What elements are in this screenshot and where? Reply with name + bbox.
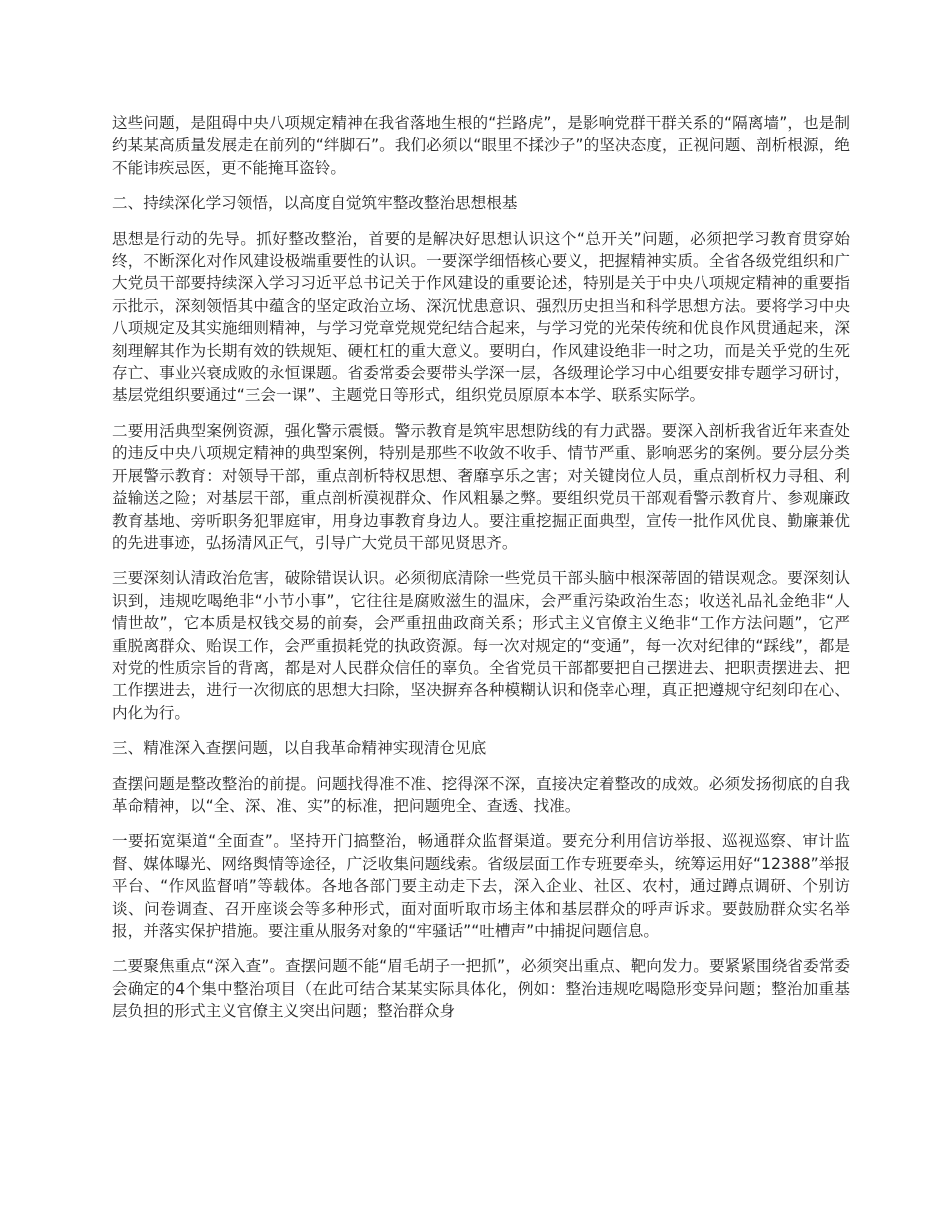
paragraph-study-intro: 思想是行动的先导。抓好整改整治，首要的是解决好思想认识这个“总开关”问题，必须把学习教育贯穿始终，不断深化对作风建设极端重要性的认识。一要深学细悟核心要义，把握精神实质。全省各级党组织和广大党员干部要持续深入学习习近平总书记关于作风建设的重要论述，特别是关于中央八项规定精神的重要指示批示，深刻领悟其中蕴含的坚定政治立场、深沉忧患意识、强烈历史担当和科学思想方法。要将学习中央八项规定及其实施细则精神，与学习党章党规党纪结合起来，与学习党的光荣传统和优良作风贯通起来，深刻理解其作为长期有效的铁规矩、硬杠杠的重大意义。要明白，作风建设绝非一时之功，而是关乎党的生死存亡、事业兴衰成败的永恒课题。省委常委会要带头学深一层，各级理论学习中心组要安排专题学习研讨，基层党组织要通过“三会一课”、主题党日等形式，组织党员原原本本学、联系实际学。 [112, 229, 850, 405]
document-body [112, 112, 850, 1036]
section-heading-2: 二、持续深化学习领悟，以高度自觉筑牢整改整治思想根基 [112, 194, 518, 213]
paragraph-find-problems-intro: 查摆问题是整改整治的前提。问题找得准不准、挖得深不深，直接决定着整改的成效。必须发扬彻底的自我革命精神，以“全、深、准、实”的标准，把问题兜全、查透、找准。 [112, 774, 850, 815]
paragraph-problems-summary: 这些问题，是阻碍中央八项规定精神在我省落地生根的“拦路虎”，是影响党群干群关系的“隔离墙”，也是制约某某高质量发展走在前列的“绊脚石”。我们必须以“眼里不揉沙子”的坚决态度，正视问题、剖析根源，绝不能讳疾忌医，更不能掩耳盗铃。 [112, 114, 850, 177]
paragraph-political-harm: 三要深刻认清政治危害，破除错误认识。必须彻底清除一些党员干部头脑中根深蒂固的错误观念。要深刻认识到，违规吃喝绝非“小节小事”，它往往是腐败滋生的温床，会严重污染政治生态；收送礼品礼金绝非“人情世故”，它本质是权钱交易的前奏，会严重扭曲政商关系；形式主义官僚主义绝非“工作方法问题”，它严重脱离群众、贻误工作，会严重损耗党的执政资源。每一次对规定的“变通”，每一次对纪律的“踩线”，都是对党的性质宗旨的背离，都是对人民群众信任的辜负。全省党员干部都要把自己摆进去、把职责摆进去、把工作摆进去，进行一次彻底的思想大扫除，坚决摒弃各种模糊认识和侥幸心理，真正把遵规守纪刻印在心、内化为行。 [112, 569, 850, 722]
paragraph-warning-education: 二要用活典型案例资源，强化警示震慑。警示教育是筑牢思想防线的有力武器。要深入剖析我省近年来查处的违反中央八项规定精神的典型案例，特别是那些不收敛不收手、情节严重、影响恶劣的案例。要分层分类开展警示教育：对领导干部，重点剖析特权思想、奢靡享乐之害；对关键岗位人员，重点剖析权力寻租、利益输送之险；对基层干部，重点剖析漠视群众、作风粗暴之弊。要组织党员干部观看警示教育片、参观廉政教育基地、旁听职务犯罪庭审，用身边事教育身边人。要注重挖掘正面典型，宣传一批作风优良、勤廉兼优的先进事迹，弘扬清风正气，引导广大党员干部见贤思齐。 [112, 421, 850, 552]
section-heading-3: 三、精准深入查摆问题，以自我革命精神实现清仓见底 [112, 739, 487, 758]
paragraph-comprehensive-check: 一要拓宽渠道“全面查”。坚持开门搞整治，畅通群众监督渠道。要充分利用信访举报、巡视巡察、审计监督、媒体曝光、网络舆情等途径，广泛收集问题线索。省级层面工作专班要牵头，统筹运用好“12388”举报平台、“作风监督哨”等载体。各地各部门要主动走下去，深入企业、社区、农村，通过蹲点调研、个别访谈、问卷调查、召开座谈会等多种形式，面对面听取市场主体和基层群众的呼声诉求。要鼓励群众实名举报，并落实保护措施。要注重从服务对象的“牢骚话”“吐槽声”中捕捉问题信息。 [112, 832, 850, 940]
paragraph-focused-check: 二要聚焦重点“深入查”。查摆问题不能“眉毛胡子一把抓”，必须突出重点、靶向发力。要紧紧围绕省委常委会确定的4个集中整治项目（在此可结合某某实际具体化，例如：整治违规吃喝隐形变异问题；整治加重基层负担的形式主义官僚主义突出问题；整治群众身 [112, 957, 851, 1021]
